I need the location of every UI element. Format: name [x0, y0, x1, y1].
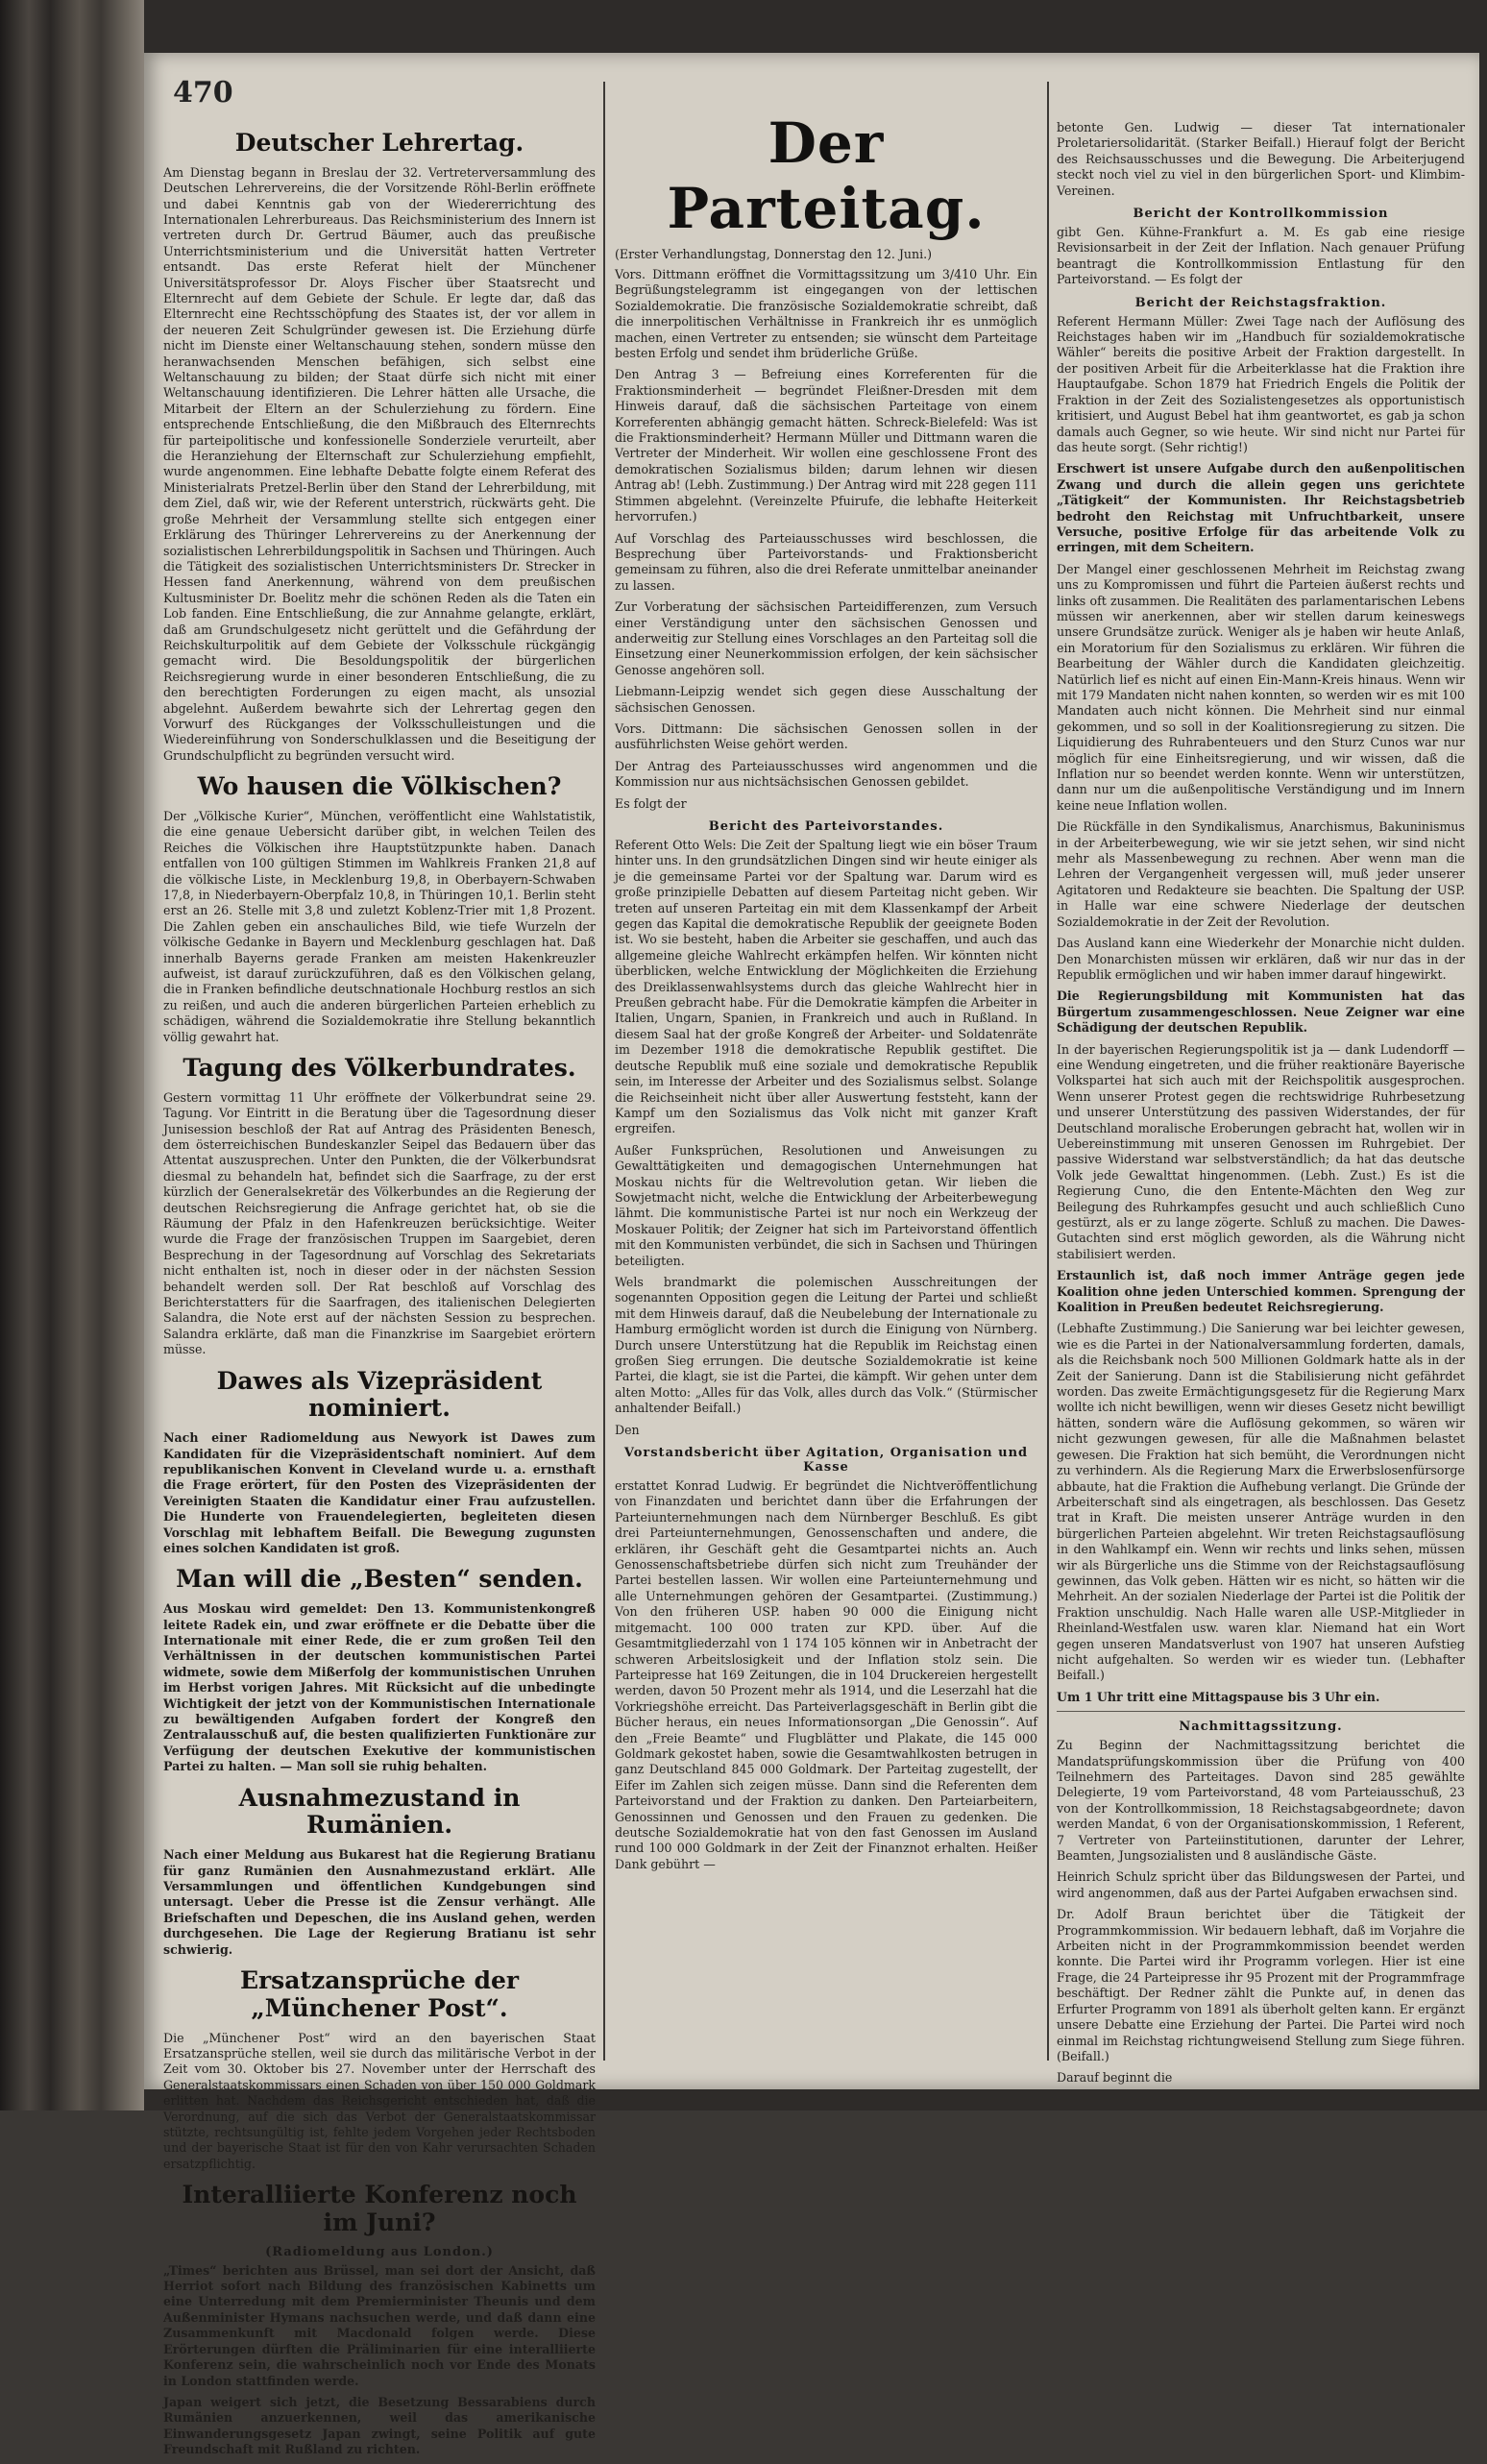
paragraph: erstattet Konrad Ludwig. Er begründet die Nichtveröffentlichung von Finanzdaten und berichtet dann über die Erfahrungen der Parteiunternehmungen nach dem Nürnberger Beschluß. Es gibt drei Parteiunternehmungen, Genossenschaften und andere, die erklären, ihr Geschäft geht die Gesamtpartei nichts an. Auch Genossenschaftsbetriebe dürfen sich nicht zum Treuhänder der Partei bestellen lassen. Wir wollen eine Parteiunternehmung und alle Unternehmungen gehören der Gesamtpartei. (Zustimmung.) Von den früheren USP. haben 90 000 die Einigung nicht mitgemacht. 100 000 traten zur KPD. über. Auf die Gesamtmitgliederzahl von 1 174 105 können wir in Anbetracht der schweren Arbeitslosigkeit und der Inflation stolz sein. Die Parteipresse hat 169 Zeitungen, die in 104 Druckereien hergestellt werden, davon 50 Prozent mehr als 1914, und die Leserzahl hat die Vorkriegshöhe erreicht. Das Parteiverlagsgeschäft in Berlin gibt die Bücher heraus, ein neues Informationsorgan „Die Genossin“. Auf den „Freie Beamte“ und Flugblätter und Plakate, die 145 000 Goldmark gekostet haben, sowie die Gesamtwahlkosten betrugen in ganz Deutschland 845 000 Goldmark. Der Parteitag zugestellt, der Eifer im Zahlen sich zeigen müsse. Dann sind die Referenten dem Parteivorstand und der Fraktion zu danken. Den Parteiarbeitern, Genossinnen und Genossen und den Frauen zu gedenken. Die deutsche Sozialdemokratie hat von den fast Genossen im Ausland rund 100 000 Goldmark in der Zeit der Finanznot erhalten. Heißer Dank gebührt — [615, 1478, 1037, 1871]
paragraph: Vors. Dittmann: Die sächsischen Genossen sollen in der ausführlichsten Weise gehört werden. [615, 720, 1037, 752]
book-binding [0, 0, 144, 2110]
dateline: (Erster Verhandlungstag, Donnerstag den 12. Juni.) [615, 247, 933, 261]
article-japan: Japan weigert sich jetzt, die Besetzung Bessarabiens durch Rumänien anzuerkennen, weil das amerikanische Einwanderungsgesetz Japan zwingt, seine Politik auf gute Freundschaft mit Rußland zu richten. [163, 2394, 596, 2457]
subheadline-konferenz: (Radiomeldung aus London.) [265, 2244, 494, 2259]
headline-dawes: Dawes als Vizepräsident nominiert. [216, 1366, 543, 1423]
headline-voelkische: Wo hausen die Völkischen? [197, 772, 562, 801]
article-dawes: Nach einer Radiomeldung aus Newyork ist Dawes zum Kandidaten für die Vizepräsidentschaft nominiert. Auf dem republikanischen Konvent in Cleveland wurde u. a. ernsthaft die Frage erörtert, für den Posten des Vizepräsidenten der Vereinigten Staaten die Kandidatur einer Frau aufzustellen. Die Hunderte von Frauendelegierten, begleiteten diesen Vorschlag mit lebhaftem Beifall. Die Bewegung zugunsten eines solchen Kandidaten ist groß. [163, 1430, 596, 1556]
paragraph: Liebmann-Leipzig wendet sich gegen diese Ausschaltung der sächsischen Genossen. [615, 684, 1037, 715]
paragraph: gibt Gen. Kühne-Frankfurt a. M. Es gab eine riesige Revisionsarbeit in der Zeit der Inflation. Nach genauer Prüfung beantragt die Kontrollkommission Entlastung für den Parteivorstand. — Es folgt der [1057, 225, 1465, 287]
paragraph: Die Rückfälle in den Syndikalismus, Anarchismus, Bakuninismus in der Arbeiterbewegung, wie wir sie jetzt sehen, wir sind nicht mehr als Massenbewegung zu rechnen. Aber wenn man die Lehren der Vergangenheit vergessen will, muß jeder unserer Agitatoren und Redakteure sie beachten. Die Spaltung der USP. in Halle war eine schwere Niederlage der deutschen Sozialdemokratie in der Zeit der Revolution. [1057, 819, 1465, 929]
paragraph: Es folgt der [615, 795, 687, 811]
headline-rumaenien: Ausnahmezustand in Rumänien. [238, 1783, 521, 1840]
paragraph: Das Ausland kann eine Wiederkehr der Monarchie nicht dulden. Den Monarchisten müssen wir erklären, daß wir nur das in der Republik ermöglichen und wir haben immer darauf hingewirkt. [1057, 936, 1465, 982]
column-right [1057, 120, 1465, 2092]
paragraph: Dr. Adolf Braun berichtet über die Tätigkeit der Programmkommission. Wir bedauern lebhaft, daß im Vorjahre die Arbeiten nicht in der Programmkommission beendet werden konnte. Die Partei wird ihr Programm vorlegen. Hier ist eine Frage, die 24 Parteipresse ihr 95 Prozent mit der Programmfrage beschäftigt. Der Redner zählt die Punkte auf, in denen das Erfurter Programm von 1891 als überholt gelten kann. Er ergänzt unsere Debatte eine Erziehung der Partei. Die Partei wird noch einmal im Reichstag richtungweisend Stellung zum Siege führen. (Beifall.) [1057, 1907, 1465, 2063]
section-heading-kontrollkommission: Bericht der Kontrollkommission [1133, 207, 1389, 222]
headline-konferenz: Interalliierte Konferenz noch im Juni? [182, 2181, 577, 2236]
newspaper-page [144, 53, 1479, 2457]
article-voelkerbund: Gestern vormittag 11 Uhr eröffnete der Völkerbundrat seine 29. Tagung. Vor Eintritt in die Beratung über die Tagesordnung dieser Junisession beschloß der Rat auf Antrag des Präsidenten Benesch, dem österreichischen Bundeskanzler Seipel das Bedauern über das Attentat auszusprechen. Unter den Punkten, die der Völkerbundsrat diesmal zu behandeln hat, befindet sich die Saarfrage, zu der erst kürzlich der Generalsekretär des Völkerbundes an die Regierung der deutschen Reichsregierung die Anfrage gerichtet hat, ob sie die Räumung der Pfalz in den Hafenkreuzen berücksichtige. Weiter wurde die Frage der französischen Truppen im Saargebiet, deren Besprechung in der Tagesordnung auf Vorschlag des Sekretariats nicht enthalten ist, noch in dieser oder in der nächsten Session behandelt werden soll. Der Rat beschloß auf Vorschlag des Berichterstatters für die Saarfragen, des italienischen Delegierten Salandra, die Note erst auf der nächsten Session zu besprechen. Salandra erklärte, daß man die Finanzkrise im Saargebiet erörtern müsse. [163, 1089, 596, 1357]
paragraph: Die Regierungsbildung mit Kommunisten hat das Bürgertum zusammengeschlossen. Neue Zeigner war eine Schädigung der deutschen Republik. [1057, 988, 1465, 1036]
article-voelkische: Der „Völkische Kurier“, München, veröffentlicht eine Wahlstatistik, die eine genaue Uebersicht darüber gibt, in welchen Teilen des Reiches die Völkischen ihre Hauptstützpunkte haben. Danach entfallen von 100 gültigen Stimmen im Wahlkreis Franken 21,8 auf die völkische Liste, in Mecklenburg 19,8, in Oberbayern-Schwaben 17,8, in Niederbayern-Oberpfalz 10,8, in Thüringen 10,1. Berlin steht erst an 26. Stelle mit 3,8 und zuletzt Koblenz-Trier mit 1,8 Prozent. Die Zahlen geben ein anschauliches Bild, wie tiefe Wurzeln der völkische Gedanke in Bayern und Mecklenburg geschlagen hat. Daß innerhalb Bayerns gerade Franken am meisten Hakenkreuzler aufweist, ist darauf zurückzuführen, daß es den Völkischen gelang, die in Franken befindliche deutschnationale Hochburg restlos an sich zu reißen, und auch die anderen bürgerlichen Parteien erheblich zu schädigen, während die Sozialdemokratie ihre Stellung bekanntlich völlig gewahrt hat. [163, 808, 596, 1044]
paragraph: Den Antrag 3 — Befreiung eines Korreferenten für die Fraktionsminderheit — begründet Fleißner-Dresden mit dem Hinweis darauf, daß die sächsischen Parteitage von einem Korreferenten abhängig gemacht hätten. Schreck-Bielefeld: Was ist die Fraktionsminderheit? Hermann Müller und Dittmann waren die Vertreter der Minderheit. Wir wollen eine geschlossene Front des demokratischen Sozialismus bilden; darum lehnen wir diesen Antrag ab! (Lebh. Zustimmung.) Der Antrag wird mit 228 gegen 111 Stimmen abgelehnt. (Vereinzelte Pfuirufe, die lebhafte Heiterkeit hervorrufen.) [615, 367, 1037, 525]
article-lehrertag: Am Dienstag begann in Breslau der 32. Vertreterversammlung des Deutschen Lehrervereins, die der Vorsitzende Röhl-Berlin eröffnete und dabei Kenntnis gab von der Wiedererrichtung des Internationalen Lehrerbureaus. Das Reichsministerium des Innern ist vertreten durch Dr. Gertrud Bäumer, auch das preußische Unterrichtsministerium und die Universität hatten Vertreter entsandt. Das erste Referat hielt der Münchener Universitätsprofessor Dr. Aloys Fischer über Staatsrecht und Elternrecht auf dem Gebiete der Schule. Er legte dar, daß das Elternrecht eine Rechtsschöpfung des Staates ist, der vor allem in der neueren Zeit Schulgründer gewesen ist. Die Erziehung dürfe nicht im Dienste einer Weltanschauung stehen, sondern müsse den heranwachsenden Menschen befähigen, sich selbst eine Weltanschauung zu bilden; der Staat dürfe sich nicht mit einer Weltanschauung identifizieren. Die Lehrer hätten alle Ursache, die Mitarbeit der Eltern an der Schulerziehung zu fördern. Eine entsprechende Entschließung, die den Mißbrauch des Elternrechts für parteipolitische und konfessionelle Sonderziele verurteilt, aber die Heranziehung der Elternschaft zur Schulerziehung empfiehlt, wurde angenommen. Eine lebhafte Debatte folgte einem Referat des Ministerialrats Pretzel-Berlin über den Stand der Lehrerbildung, mit dem Ziel, daß wir, wie der Referent unterstrich, rückwärts geht. Die große Mehrheit der Versammlung stellte sich entgegen einer Erklärung des Thüringer Lehrervereins zu der Anerkennung der sozialistischen Lehrerbildungspolitik in Sachsen und Thüringen. Auch die Tätigkeit des sozialistischen Unterrichtsministers Dr. Strecker in Hessen fand Anerkennung, während von dem preußischen Kultusminister Dr. Boelitz mehr die schönen Reden als die Taten ein Lob fanden. Eine Entschließung, die zur Annahme gelangte, erklärt, daß am Grundschulgesetz nicht gerüttelt und die Gefährdung der Reichskulturpolitik auf dem Gebiete der Volksschule rückgängig gemacht wird. Die Besoldungspolitik der bürgerlichen Reichsregierung wurde in einer besonderen Entschließung, die zu den berechtigten Forderungen zu eigen macht, als unsozial abgelehnt. Außerdem bewahrte sich der Lehrertag gegen den Vorwurf des Rückganges der Volksschulleistungen und die Wiedereinführung von Sonderschulklassen und die Beseitigung der Grundschulpflicht zu begründen versucht wird. [163, 164, 596, 763]
section-heading-reichstagsfraktion: Bericht der Reichstagsfraktion. [1134, 295, 1387, 310]
article-muenchener-post: Die „Münchener Post“ wird an den bayerischen Staat Ersatzansprüche stellen, weil sie durch das militärische Verbot in der Zeit vom 30. Oktober bis 27. November unter der Herrschaft des Generalstaatskommissars einen Schaden von über 150 000 Goldmark erlitten hat. Nachdem das Reichsgericht entschieden hat, daß die Verordnung, auf die sich das Verbot der Generalstaatskommissar stützte, rechtsungültig ist, fehlte jedem Vorgehen jeder Rechtsboden und der bayerische Staat ist für den von Kahr verursachten Schaden ersatzpflichtig. [163, 2030, 596, 2171]
divider [1057, 1711, 1465, 1712]
paragraph: Den [615, 1422, 640, 1437]
headline-voelkerbund: Tagung des Völkerbundrates. [183, 1054, 576, 1083]
paragraph: Heinrich Schulz spricht über das Bildungswesen der Partei, und wird angenommen, daß aus der Partei Aufgaben erwachsen sind. [1057, 1869, 1465, 1900]
article-konferenz: „Times“ berichten aus Brüssel, man sei dort der Ansicht, daß Herriot sofort nach Bildung des französischen Kabinetts um eine Unterredung mit dem Premierminister Theunis und dem Außenminister Hymans nachsuchen werde, und daß dann eine Zusammenkunft mit Macdonald folgen werde. Diese Erörterungen dürften die Präliminarien für eine interalliierte Konferenz sein, die wahrscheinlich noch vor Ende des Monats in London stattfinden werde. [163, 2262, 596, 2388]
paragraph: Auf Vorschlag des Parteiausschusses wird beschlossen, die Besprechung über Parteivorstands- und Fraktionsbericht gemeinsam zu führen, also die drei Referate unmittelbar aneinander zu lassen. [615, 530, 1037, 593]
paragraph: Vors. Dittmann eröffnet die Vormittagssitzung um 3/410 Uhr. Ein Begrüßungstelegramm ist eingegangen von der lettischen Sozialdemokratie. Die französische Sozialdemokratie schreibt, daß die innerpolitischen Verhältnisse in Frankreich ihr es unmöglich machen, einen Vertreter zu entsenden; sie wünscht dem Parteitage besten Erfolg und sendet ihm brüderliche Grüße. [615, 267, 1037, 361]
headline-muenchener-post: Ersatzansprüche der „Münchener Post“. [239, 1966, 520, 2022]
paragraph: Zur Vorberatung der sächsischen Parteidifferenzen, zum Versuch einer Verständigung unter den sächsischen Genossen und anderweitig zur Stellung eines Vorschlages an den Parteitag soll die Einsetzung einer Neunerkommission erfolgen, der kein sächsischer Genosse angehören soll. [615, 599, 1037, 677]
column-left [163, 120, 596, 2464]
headline-parteitag: Der Parteitag. [667, 110, 986, 241]
paragraph: Erstaunlich ist, daß noch immer Anträge gegen jede Koalition ohne jeden Unterschied kommen. Sprengung der Koalition in Preußen bedeutet Reichsregierung. [1057, 1268, 1465, 1315]
column-rule [1047, 82, 1049, 2061]
paragraph: Um 1 Uhr tritt eine Mittagspause bis 3 Uhr ein. [1057, 1689, 1380, 1704]
column-rule [603, 82, 605, 2061]
section-heading-agitation: Vorstandsbericht über Agitation, Organisation und Kasse [623, 1446, 1029, 1476]
paragraph: (Lebhafte Zustimmung.) Die Sanierung war bei leichter gewesen, wie es die Partei in der Nationalversammlung forderten, damals, als die Reichsbank noch 500 Millionen Goldmark hatte als in der Zeit der Sanierung. Dann ist die Stabilisierung nicht gefährdet worden. Das zweite Ermächtigungsgesetz für die Regierung Marx wollte ich nicht bewilligen, wenn wir dieses Gesetz nicht bewilligt hätten, sondern wäre die Auflösung gekommen, so wären wir nicht gezwungen gewesen, für alle die Maßnahmen belastet gewesen. Die Fraktion hat sich bemüht, die Verordnungen nicht zu verhindern. Als die Regierung Marx die Erwerbslosenfürsorge abbaute, hat die Fraktion die Aufhebung verlangt. Die Gründe der Arbeiterschaft sind als eingetragen, als beschlossen. Das Gesetz trat in Kraft. Die meisten unserer Anträge wurden in den bürgerlichen Parteien abgelehnt. Wir treten Reichstagsauflösung in den Wahlkampf ein. Wenn wir rechts und links sehen, müssen wir als Bürgerliche uns die Stimme von der Reichstagsauflösung gewinnen, das Volk geben. Hätten wir es nicht, so hätten wir die Mehrheit. An der sozialen Niederlage der Partei ist die Politik der Fraktion unschuldig. Nach Halle waren alle USP.-Mitglieder in Rheinland-Westfalen usw. waren klar. Niemand hat ein Wort gegen unseren Mandatsverlust von 1907 hat unseren Aufstieg nicht aufgehalten. So werden wir es wieder tun. (Lebhafter Beifall.) [1057, 1321, 1465, 1683]
section-heading-bericht: Bericht des Parteivorstandes. [708, 819, 944, 834]
paragraph: Zu Beginn der Nachmittagssitzung berichtet die Mandatsprüfungskommission über die Prüfung von 400 Teilnehmern des Parteitages. Davon sind 285 gewählte Delegierte, 19 vom Parteivorstand, 48 vom Parteiausschuß, 23 von der Kontrollkommission, 18 Reichstagsabgeordnete; davon werden Mandat, 6 von der Organisationskommission, 1 Referent, 7 Vertreter von Parteiinstitutionen, darunter der Lehrer, Beamten, Jungsozialisten und 8 ausländische Gäste. [1057, 1738, 1465, 1864]
paragraph: In der bayerischen Regierungspolitik ist ja — dank Ludendorff — eine Wendung eingetreten, und die früher reaktionäre Bayerische Volkspartei hat sich auch mit der Reichspolitik ausgesprochen. Wenn unserer Protest gegen die rechtswidrige Ruhrbesetzung und unserer Unterstützung des passiven Widerstandes, der für Deutschland moralische Eroberungen gebracht hat, wollen wir in Uebereinstimmung mit unseren Genossen im Ruhrgebiet. Der passive Widerstand war selbstverständlich; da hat das deutsche Volk jede Gewalttat hingenommen. (Lebh. Zust.) Es ist die Regierung Cuno, die den Entente-Mächten den Weg zur Beilegung des Ruhrkampfes gesucht und auch schließlich Cuno gestürzt, als er zu lange zögerte. Schluß zu machen. Die Dawes-Gutachten sind erst möglich geworden, als die Währung nicht stabilisiert werden. [1057, 1041, 1465, 1261]
column-middle [615, 110, 1037, 1878]
headline-besten: Man will die „Besten“ senden. [176, 1565, 583, 1594]
paragraph: Außer Funksprüchen, Resolutionen und Anweisungen zu Gewalttätigkeiten und demagogischen Unternehmungen hat Moskau nichts für die Weltrevolution getan. Wir lieben die Sowjetmacht nicht, welche die Entwicklung der Arbeiterbewegung lähmt. Die kommunistische Partei ist nur noch ein Werkzeug der Moskauer Politik; der Zeigner hat sich im Parteivorstand öffentlich mit den Kommunisten verbündet, die sich in Sachsen und Thüringen beteiligten. [615, 1142, 1037, 1268]
paragraph: betonte Gen. Ludwig — dieser Tat internationaler Proletariersolidarität. (Starker Beifall.) Hierauf folgt der Bericht des Reichsausschusses und die Bewegung. Die Arbeiterjugend steckt noch viel zu viel in den bürgerlichen Sport- und Klimbim-Vereinen. [1057, 120, 1465, 198]
paragraph: Der Mangel einer geschlossenen Mehrheit im Reichstag zwang uns zu Kompromissen und führt die Parteien äußerst rechts und links oft zusammen. Die Realitäten des parlamentarischen Lebens müssen wir anerkennen, aber wir stellen darum keineswegs unsere Grundsätze zurück. Weniger als je haben wir heute Anlaß, ein Moratorium für den Sozialismus zu erklären. Wir führen die Bearbeitung der Wähler durch die Kandidaten gleichzeitig. Natürlich lief es nicht auf einen Ein-Mann-Kreis hinaus. Wenn wir mit 179 Mandaten nicht nahen konnten, so werden wir es mit 100 Mandaten auch nicht können. Die Mehrheit sind nur einmal gekommen, und so soll in der Koalitionsregierung zu sitzen. Die Liquidierung des Ruhrabenteuers und den Sturz Cunos war nur möglich für eine Einheitsregierung, und wir wissen, daß die Inflation nur so beendet werden konnte. Wenn wir unterstützen, dann nur um die außenpolitische Verständigung und im Innern keine neue Inflation wollen. [1057, 561, 1465, 813]
paragraph: Erschwert ist unsere Aufgabe durch den außenpolitischen Zwang und durch die allein gegen uns gerichtete „Tätigkeit“ der Kommunisten. Ihr Reichstagsbetrieb bedroht den Reichstag mit Unfruchtbarkeit, unsere Versuche, positive Erfolge für das arbeitende Volk zu erringen, mit dem Scheitern. [1057, 461, 1465, 555]
section-heading-nachmittag: Nachmittagssitzung. [1179, 1720, 1343, 1735]
paragraph: Referent Otto Wels: Die Zeit der Spaltung liegt wie ein böser Traum hinter uns. In den grundsätzlichen Dingen sind wir heute einiger als je die gemeinsame Partei vor der Spaltung war. Darum wird es große prinzipielle Debatten auf diesem Parteitag nicht geben. Wir treten auf unseren Parteitag ein mit dem Klassenkampf der Arbeit gegen das Kapital die demokratische Republik der geeignete Boden ist. Wo sie besteht, haben die Arbeiter sie geschaffen, und auch das allgemeine gleiche Wahlrecht erkämpfen helfen. Wir könnten nicht überblicken, welche Entwicklung der Möglichkeiten die Erziehung des Dreiklassenwahlsystems durch das gleiche Wahlrecht hier in Preußen gebracht habe. Für die Demokratie kämpfen die Arbeiter in Italien, Ungarn, Spanien, in Frankreich und auch in Rußland. In diesem Saal hat der große Kongreß der Arbeiter- und Soldatenräte im Dezember 1918 die demokratische Republik gestiftet. Die deutsche Republik muß eine soziale und demokratische Republik sein, im Interesse der Arbeiter und des Sozialismus selbst. Solange die Reichseinheit nicht über aller Auswertung feststeht, kann der Kampf um den Sozialismus das Volk nicht mit ganzer Kraft ergreifen. [615, 838, 1037, 1136]
paragraph: Der Antrag des Parteiausschusses wird angenommen und die Kommission nur aus nichtsächsischen Genossen gebildet. [615, 758, 1037, 790]
headline-lehrertag: Deutscher Lehrertag. [234, 129, 524, 157]
paragraph: Wels brandmarkt die polemischen Ausschreitungen der sogenannten Opposition gegen die Leitung der Partei und schließt mit dem Hinweis darauf, daß die Neubelebung der Internationale zu Hamburg ermöglicht worden ist durch die Einigung von Nürnberg. Durch unsere Unterstützung hat die Republik im Reichstag einen großen Sieg errungen. Die deutsche Sozialdemokratie ist keine Partei, die klagt, sie ist die Partei, die kämpft. Wir gehen unter dem alten Motto: „Alles für das Volk, alles durch das Volk.“ (Stürmischer anhaltender Beifall.) [615, 1274, 1037, 1416]
article-rumaenien: Nach einer Meldung aus Bukarest hat die Regierung Bratianu für ganz Rumänien den Ausnahmezustand erklärt. Alle Versammlungen und öffentlichen Kundgebungen sind untersagt. Ueber die Presse ist die Zensur verhängt. Alle Briefschaften und Depeschen, die ins Ausland gehen, werden durchgesehen. Die Lage der Regierung Bratianu ist sehr schwierig. [163, 1847, 596, 1957]
paragraph: Referent Hermann Müller: Zwei Tage nach der Auflösung des Reichstages haben wir im „Handbuch für sozialdemokratische Wähler“ bereits die positive Arbeit der Fraktion dargestellt. In der positiven Arbeit für die Arbeiterklasse hat die Fraktion ihre Hauptaufgabe. Schon 1879 hat Friedrich Engels die Politik der Fraktion in der Zeit des Sozialistengesetzes als opportunistisch kritisiert, und August Bebel hat ihm geantwortet, es gab ja schon damals auch Gegner, so wie heute. Wir sind nicht nur Partei für das heute sorgt. (Sehr richtig!) [1057, 313, 1465, 454]
article-besten: Aus Moskau wird gemeldet: Den 13. Kommunistenkongreß leitete Radek ein, und zwar eröffnete er die Debatte über die Internationale mit einer Rede, die er zum großen Teil den Verhältnissen in der deutschen kommunistischen Partei widmete, sowie dem Mißerfolg der kommunistischen Unruhen im Herbst vorigen Jahres. Mit Rücksicht auf die unbedingte Wichtigkeit der jetzt von der Kommunistischen Internationale zu bewältigenden Aufgaben fordert der Kongreß den Zentralausschuß auf, die besten qualifizierten Funktionäre zur Verfügung der deutschen Exekutive der kommunistischen Partei zu halten. — Man soll sie ruhig behalten. [163, 1601, 596, 1774]
page-number: 470 [173, 76, 233, 110]
paragraph: Darauf beginnt die [1057, 2070, 1173, 2086]
